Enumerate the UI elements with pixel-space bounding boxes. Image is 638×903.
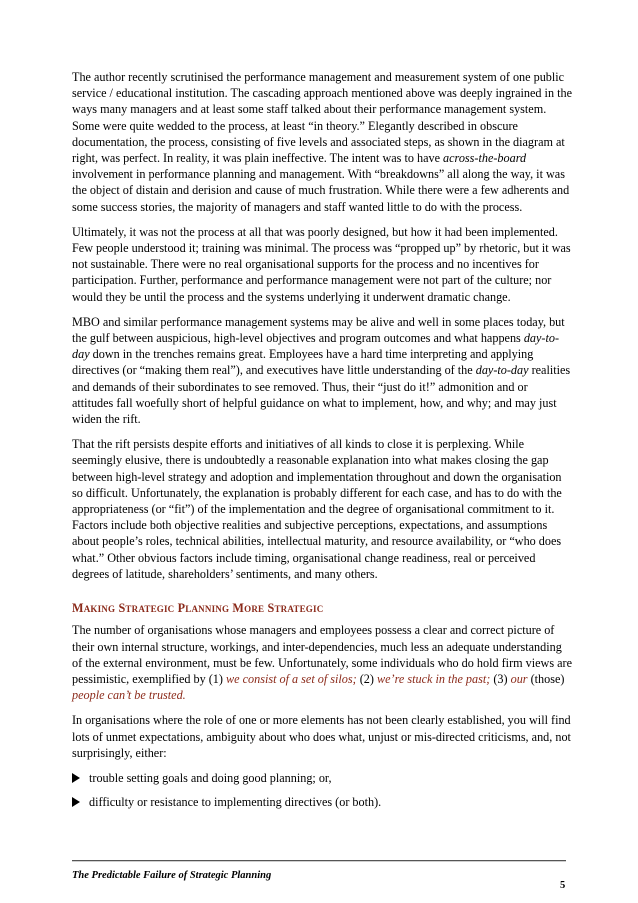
paragraph-4: That the rift persists despite efforts and initiatives of all kinds to close it is perplexing. While seemingly elusive, there is undoubtedly a reasonable explanation into what makes closing the gap between high-level strategy and adoption and implementation throughout and down the organisation so difficult. Unfortunately, the explanation is probably different for each case, and has to do with the appropriateness (or “fit”) of the implementation and the degree of organisational commitment to it. Factors include both objective realities and subjective perceptions, expectations, and assumptions about people’s roles, technical abilities, intellectual maturity, and resource availability, or “who does what.” Other obvious factors include timing, organisational change readiness, real or perceived degrees of latitude, shareholders’ sentiments, and many others. xyxy=(72,437,562,581)
list-item xyxy=(72,770,572,786)
right-triangle-arrow-icon xyxy=(72,773,80,783)
section-heading: Making Strategic Planning More Strategic xyxy=(72,601,324,616)
list-item xyxy=(72,794,572,810)
paragraph-6: In organisations where the role of one or more elements has not been clearly established, you will find lots of unmet expectations, ambiguity about who does what, unjust or mis-directed criticisms, and, not surprisingly, either: xyxy=(72,713,571,760)
bullet-list xyxy=(72,770,572,810)
paragraph-1-text-b: involvement in performance planning and management. With “breakdowns” all along the way, it was the object of distain and derision and cause of much frustration. While there were a few adherents and some success stories, the majority of managers and staff wanted little to do with the process. xyxy=(72,167,570,214)
right-triangle-arrow-icon xyxy=(72,797,80,807)
paragraph-5-text-c: (3) xyxy=(490,671,511,686)
paragraph-5-text-a: The number of organisations whose managers and employees possess a clear and correct picture of their own internal structure, workings, and inter-dependencies, much less an adequate understanding of the external environment, must be few. Unfortunately, some individuals who do hold firm views are pessimistic, exemplified by (1) xyxy=(72,623,573,686)
list-item-text: difficulty or resistance to implementing directives (or both). xyxy=(89,795,382,810)
paragraph-1-emphasis: across-the-board xyxy=(443,151,527,166)
paragraph-3-emphasis-2: day-to-day xyxy=(475,363,529,378)
paragraph-5-emphasis-4: people can’t be trusted. xyxy=(72,688,186,703)
paragraph-5-text-b: (2) xyxy=(356,671,378,686)
paragraph-3 xyxy=(72,314,572,427)
list-item-text: trouble setting goals and doing good planning; or, xyxy=(89,770,332,785)
page-body xyxy=(72,69,572,818)
paragraph-3-emphasis-1: day-to-day xyxy=(72,331,560,362)
paragraph-1 xyxy=(72,69,572,215)
page-number: 5 xyxy=(560,880,566,891)
paragraph-3-text-a: MBO and similar performance management systems may be alive and well in some places today, but the gulf between auspicious, high-level objectives and program outcomes and what happens xyxy=(72,314,565,346)
paragraph-3-text-b: down in the trenches remains great. Employees have a hard time interpreting and applying directives (or “making them real”), and executives have little understanding of the xyxy=(72,347,534,378)
paragraph-5-text-d: (those) xyxy=(527,671,565,686)
paragraph-5-emphasis-1: we consist of a set of silos; xyxy=(226,671,357,686)
paragraph-1-text-a: The author recently scrutinised the performance management and measurement system of one public service / educational institution. The cascading approach mentioned above was deeply ingrained in the ways many managers and at least some staff talked about their performance management system. Some were quite wedded to the process, at least “in theory.” Elegantly described in obscure documentation, the process, consisting of five levels and associated steps, as shown in the diagram at right, was perfect. In reality, it was plain ineffective. The intent was to have xyxy=(72,70,572,166)
footer-title: The Predictable Failure of Strategic Planning xyxy=(72,870,272,881)
paragraph-5-emphasis-3: our xyxy=(510,671,528,686)
paragraph-3-text-c: realities and demands of their subordinates to see removed. Thus, their “just do it!” admonition and or attitudes fall woefully short of helpful guidance on what to implement, how, and why; and may just widen the rift. xyxy=(72,363,571,427)
paragraph-2: Ultimately, it was not the process at all that was poorly designed, but how it had been implemented. Few people understood it; training was minimal. The process was “propped up” by rhetoric, but it was not sustainable. There were no real organisational supports for the process and no incentives for participation. Further, performance and performance management were not part of the culture; nor would they be until the process and the systems underlying it underwent dramatic change. xyxy=(72,224,571,304)
footer-divider xyxy=(72,860,566,861)
paragraph-5 xyxy=(72,622,572,703)
paragraph-5-emphasis-2: we’re stuck in the past; xyxy=(377,671,491,686)
